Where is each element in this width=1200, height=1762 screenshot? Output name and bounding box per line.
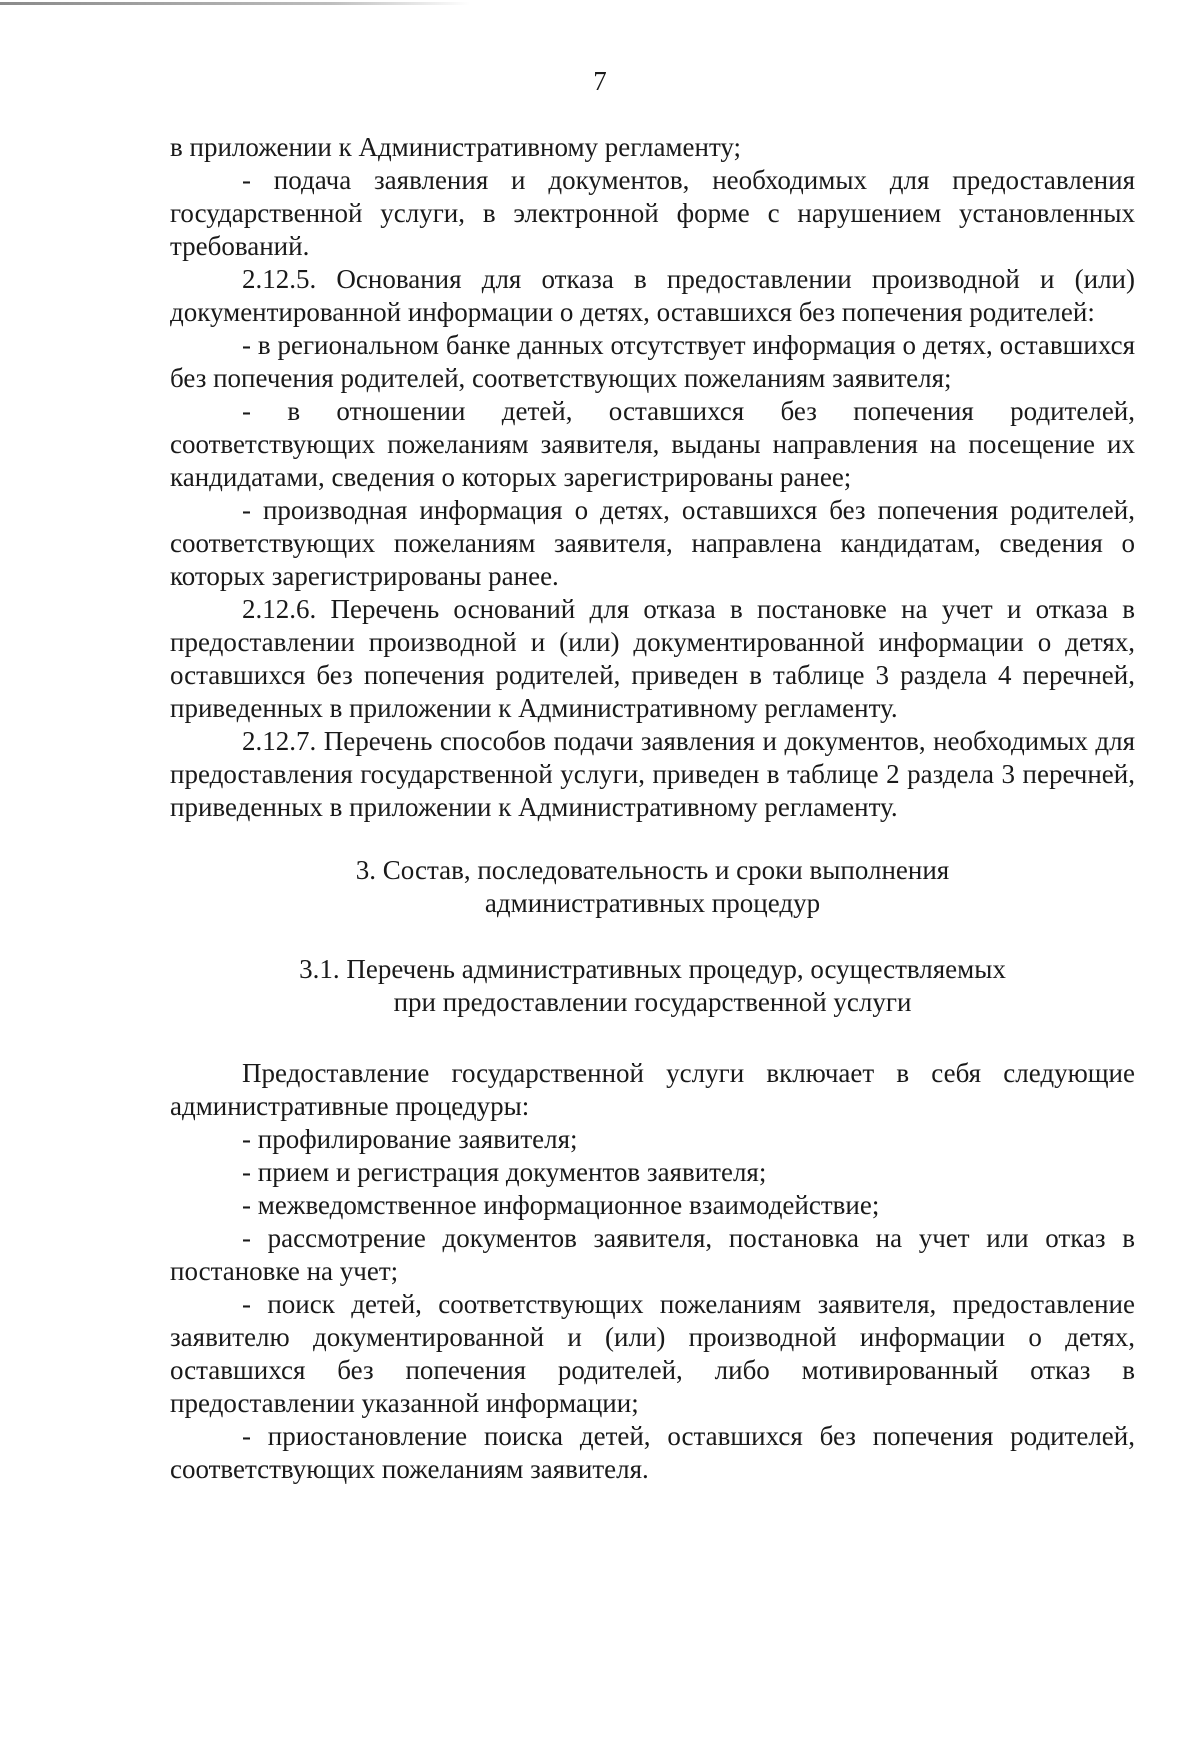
subsection-heading	[170, 953, 1135, 1019]
procedure-interagency: - межведомственное информационное взаимодействие;	[242, 1190, 880, 1220]
clause-2-12-7: 2.12.7. Перечень способов подачи заявления и документов, необходимых для предоставления государственной услуги, приведен в таблице 2 раздела 3 перечней, приведенных в приложении к Административному регламенту.	[170, 726, 1135, 822]
document-body	[170, 131, 1135, 1486]
section-heading-line2: административных процедур	[484, 888, 821, 918]
list-item-info-sent: - производная информация о детях, оставшихся без попечения родителей, соответствующих пожеланиям заявителя, направлена кандидатам, сведения о которых зарегистрированы ранее.	[170, 495, 1135, 591]
procedures-intro: Предоставление государственной услуги включает в себя следующие административные процедуры:	[170, 1058, 1135, 1121]
subsection-heading-line1: 3.1. Перечень административных процедур, осуществляемых	[299, 954, 1006, 984]
procedure-registration: - прием и регистрация документов заявителя;	[242, 1157, 767, 1187]
list-item-referrals-issued: - в отношении детей, оставшихся без попечения родителей, соответствующих пожеланиям заявителя, выданы направления на посещение их кандидатами, сведения о которых зарегистрированы ранее;	[170, 396, 1135, 492]
section-heading	[170, 854, 1135, 920]
procedure-search: - поиск детей, соответствующих пожеланиям заявителя, предоставление заявителю документированной и (или) производной информации о детях, оставшихся без попечения родителей, либо мотивированный отказ в предоставлении указанной информации;	[170, 1289, 1135, 1418]
procedure-review: - рассмотрение документов заявителя, постановка на учет или отказ в постановке на учет;	[170, 1223, 1135, 1286]
clause-2-12-5: 2.12.5. Основания для отказа в предоставлении производной и (или) документированной информации о детях, оставшихся без попечения родителей:	[170, 264, 1135, 327]
list-item-no-data-in-bank: - в региональном банке данных отсутствует информация о детях, оставшихся без попечения родителей, соответствующих пожеланиям заявителя;	[170, 330, 1135, 393]
paragraph-continuation: в приложении к Административному регламенту;	[170, 132, 742, 162]
section-heading-line1: 3. Состав, последовательность и сроки выполнения	[355, 855, 950, 885]
clause-2-12-6: 2.12.6. Перечень оснований для отказа в постановке на учет и отказа в предоставлении производной и (или) документированной информации о детях, оставшихся без попечения родителей, приведен в таблице 3 раздела 4 перечней, приведенных в приложении к Административному регламенту.	[170, 594, 1135, 723]
list-item-electronic-submission: - подача заявления и документов, необходимых для предоставления государственной услуги, в электронной форме с нарушением установленных требований.	[170, 165, 1135, 261]
scan-edge-artifact	[0, 2, 470, 5]
procedure-profiling: - профилирование заявителя;	[242, 1124, 578, 1154]
page-number: 7	[593, 66, 607, 96]
subsection-heading-line2: при предоставлении государственной услуги	[393, 987, 912, 1017]
procedure-suspension: - приостановление поиска детей, оставшихся без попечения родителей, соответствующих пожеланиям заявителя.	[170, 1421, 1135, 1484]
